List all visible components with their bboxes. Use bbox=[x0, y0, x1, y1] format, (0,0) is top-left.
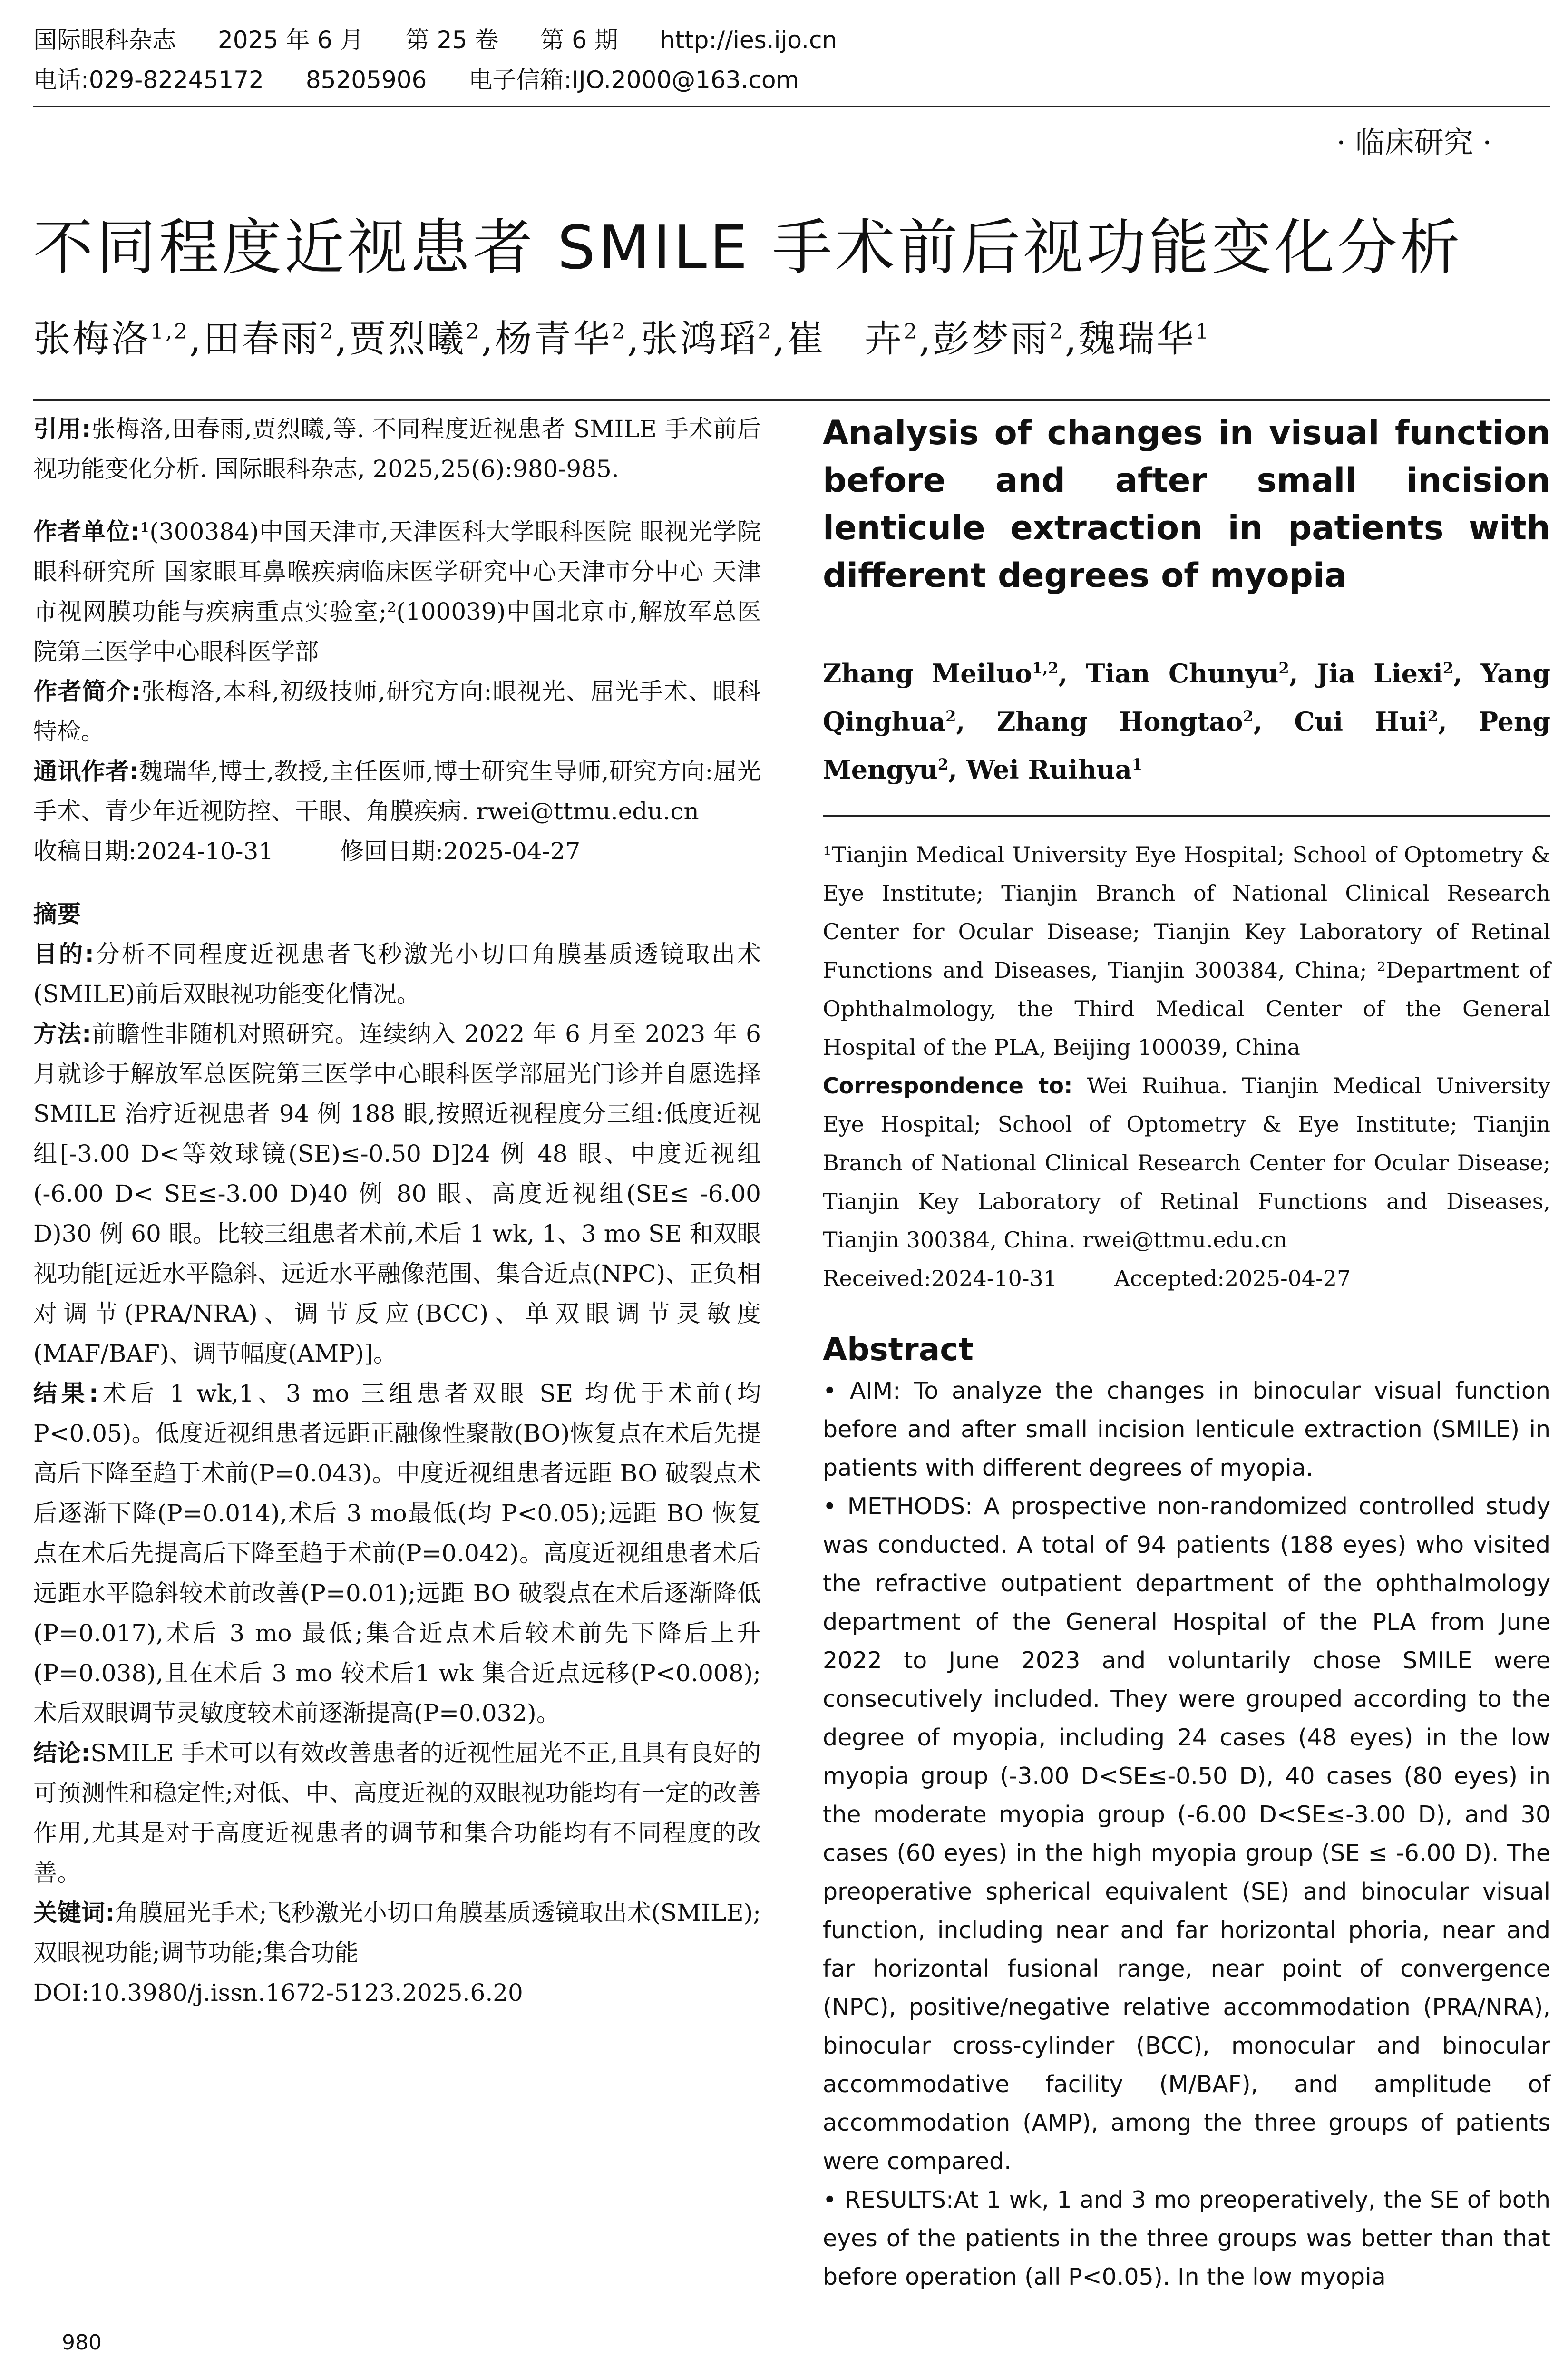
author-affil-mark: 2 bbox=[937, 755, 949, 773]
author-list: 张梅洛$^{1,2}$,田春雨$^2$,贾烈曦$^2$,杨青华$^2$,张鸿瑫$^2$,崔 卉$^2$,彭梦雨$^2$,魏瑞华$^1$ bbox=[33, 318, 1211, 360]
affiliation: 作者单位:¹(300384)中国天津市,天津医科大学眼科医院 眼视光学院 眼科研究所 国家眼耳鼻喉疾病临床医学研究中心天津市分中心 天津市视网膜功能与疾病重点实验室;²(100039)中国北京市,解放军总医院第三医学中心眼科医学部 bbox=[33, 518, 761, 665]
english-affiliation: ¹Tianjin Medical University Eye Hospital; School of Optometry & Eye Institute; Tianjin Branch of National Clinical Research Center for Ocular Disease; Tianjin Key Laboratory of Retinal Functions and Diseases, Tianjin 300384, China; ²Department of Ophthalmology, the Third Medical Center of the General Hospital of the PLA, Beijing 100039, China bbox=[823, 842, 1550, 1060]
author-affil-mark: 2 bbox=[612, 320, 627, 344]
header-rule bbox=[33, 106, 1550, 107]
abstract-heading: 摘要 bbox=[33, 900, 81, 928]
author-affil-mark: 2 bbox=[1243, 707, 1254, 725]
english-dates: Received:2024-10-31 Accepted:2025-04-27 bbox=[823, 1266, 1351, 1291]
corresponding-author: 通讯作者:魏瑞华,博士,教授,主任医师,博士研究生导师,研究方向:屈光手术、青少年近视防控、干眼、角膜疾病. rwei@ttmu.edu.cn bbox=[33, 758, 761, 825]
abstract-conclusion: 结论:SMILE 手术可以有效改善患者的近视性屈光不正,且具有良好的可预测性和稳定性;对低、中、高度近视的双眼视功能均有一定的改善作用,尤其是对于高度近视患者的调节和集合功能均有不同程度的改善。 bbox=[33, 1739, 761, 1887]
author-name: Cui Hui bbox=[1294, 706, 1428, 737]
author-name: Yang Qinghua bbox=[823, 658, 1550, 737]
section-label: · 临床研究 · bbox=[1336, 125, 1492, 160]
author-name: 魏瑞华 bbox=[1078, 318, 1196, 360]
author-affil-mark: 2 bbox=[1427, 707, 1438, 725]
journal-url[interactable]: http://ies.ijo.cn bbox=[660, 26, 838, 54]
abstract-methods-en: • METHODS: A prospective non-randomized controlled study was conducted. A total of 94 patients (188 eyes) who visited the refractive outpatient department of the ophthalmology department of the General Hospital of the PLA from June 2022 to June 2023 and voluntarily chose SMILE were consecutively included. They were grouped according to the degree of myopia, including 24 cases (48 eyes) in the low myopia group (-3.00 D<SE≤-0.50 D), 40 cases (80 eyes) in the moderate myopia group (-6.00 D<SE≤-3.00 D), and 30 cases (60 eyes) in the high myopia group (SE ≤ -6.00 D). The preoperative spherical equivalent (SE) and binocular visual function, including near and far horizontal phoria, near and far horizontal fusional range, near point of convergence (NPC), positive/negative relative accommodation (PRA/NRA), binocular cross-cylinder (BCC), monocular and binocular accommodative facility (M/BAF), and amplitude of accommodation (AMP), among the three groups of patients were compared. bbox=[823, 1493, 1551, 2175]
abstract-results-en: • RESULTS:At 1 wk, 1 and 3 mo preoperatively, the SE of both eyes of the patients in the three groups was better than that before operation (all P<0.05). In the low myopia bbox=[823, 2186, 1550, 2290]
left-column bbox=[33, 409, 761, 2013]
author-name: 张鸿瑫 bbox=[641, 318, 758, 360]
issue-date: 2025 年 6 月 bbox=[218, 26, 364, 54]
author-name: 田春雨 bbox=[203, 318, 320, 360]
citation: 引用:张梅洛,田春雨,贾烈曦,等. 不同程度近视患者 SMILE 手术前后视功能变化分析. 国际眼科杂志, 2025,25(6):980-985. bbox=[33, 415, 761, 483]
author-name: Wei Ruihua bbox=[966, 754, 1132, 785]
title-rule bbox=[33, 399, 1550, 401]
author-affil-mark: 1 bbox=[1195, 320, 1211, 344]
author-affil-mark: 2 bbox=[1278, 659, 1289, 677]
english-authors: Zhang Meiluo$^{1,2}$, Tian Chunyu$^2$, Jia Liexi$^2$, Yang Qinghua$^2$, Zhang Hongtao$^2$, Cui Hui$^2$, Peng Mengyu$^2$, Wei Ruihua$^1$ bbox=[823, 658, 1550, 785]
journal-name: 国际眼科杂志 bbox=[33, 26, 176, 54]
author-affil-mark: 2 bbox=[1442, 659, 1453, 677]
author-affil-mark: 2 bbox=[904, 320, 919, 344]
author-affil-mark: 1,2 bbox=[1032, 659, 1059, 677]
author-name: Peng Mengyu bbox=[823, 706, 1550, 785]
author-affil-mark: 2 bbox=[758, 320, 773, 344]
abstract-heading-en: Abstract bbox=[823, 1331, 974, 1368]
phone: 电话:029-82245172 bbox=[33, 66, 264, 94]
abstract-aim-en: • AIM: To analyze the changes in binocular visual function before and after small incision lenticule extraction (SMILE) in patients with different degrees of myopia. bbox=[823, 1377, 1550, 1481]
volume: 第 25 卷 bbox=[405, 26, 499, 54]
author-name: Zhang Hongtao bbox=[996, 706, 1243, 737]
number: 第 6 期 bbox=[540, 26, 618, 54]
author-name: Jia Liexi bbox=[1316, 658, 1443, 689]
author-affil-mark: 1 bbox=[1131, 755, 1143, 773]
email[interactable]: 电子信箱:IJO.2000@163.com bbox=[468, 66, 799, 94]
doi[interactable]: DOI:10.3980/j.issn.1672-5123.2025.6.20 bbox=[33, 1979, 523, 2007]
article-title: 不同程度近视患者 SMILE 手术前后视功能变化分析 bbox=[33, 213, 1463, 283]
fax: 85205906 bbox=[305, 66, 427, 94]
keywords: 关键词:角膜屈光手术;飞秒激光小切口角膜基质透镜取出术(SMILE);双眼视功能;调节功能;集合功能 bbox=[33, 1899, 761, 1967]
abstract-methods: 方法:前瞻性非随机对照研究。连续纳入 2022 年 6 月至 2023 年 6 月就诊于解放军总医院第三医学中心眼科医学部屈光门诊并自愿选择 SMILE 治疗近视患者 94 例 188 眼,按照近视程度分三组:低度近视组[-3.00 D<等效球镜(SE)≤-0.50 D]24 例 48 眼、中度近视组(-6.00 D< SE≤-3.00 D)40 例 80 眼、高度近视组(SE≤ -6.00 D)30 例 60 眼。比较三组患者术前,术后 1 wk, 1、3 mo SE 和双眼视功能[远近水平隐斜、远近水平融像范围、集合近点(NPC)、正负相对调节(PRA/NRA)、调节反应(BCC)、单双眼调节灵敏度(MAF/BAF)、调节幅度(AMP)]。 bbox=[33, 1020, 761, 1367]
author-bio: 作者简介:张梅洛,本科,初级技师,研究方向:眼视光、屈光手术、眼科特检。 bbox=[33, 678, 761, 745]
dates: 收稿日期:2024-10-31 修回日期:2025-04-27 bbox=[33, 838, 581, 865]
author-name: 贾烈曦 bbox=[349, 318, 466, 360]
author-name: 彭梦雨 bbox=[932, 318, 1050, 360]
author-affil-mark: 2 bbox=[945, 707, 956, 725]
author-name: Tian Chunyu bbox=[1086, 658, 1279, 689]
english-correspondence: Correspondence to: Wei Ruihua. Tianjin Medical University Eye Hospital; School of Optometry & Eye Institute; Tianjin Branch of National Clinical Research Center for Ocular Disease; Tianjin Key Laboratory of Retinal Functions and Diseases, Tianjin 300384, China. rwei@ttmu.edu.cn bbox=[823, 1073, 1550, 1253]
running-header bbox=[33, 20, 879, 100]
english-title: Analysis of changes in visual function before and after small incision lenticule extraction in patients with different degrees of myopia bbox=[823, 413, 1550, 595]
author-affil-mark: 2 bbox=[1049, 320, 1065, 344]
page-number: 980 bbox=[62, 2330, 102, 2355]
author-name: Zhang Meiluo bbox=[823, 658, 1032, 689]
author-affil-mark: 2 bbox=[320, 320, 335, 344]
author-name: 张梅洛 bbox=[33, 318, 151, 360]
abstract-results: 结果:术后 1 wk,1、3 mo 三组患者双眼 SE 均优于术前(均 P<0.05)。低度近视组患者远距正融像性聚散(BO)恢复点在术后先提高后下降至趋于术前(P=0.043)。中度近视组患者远距 BO 破裂点术后逐渐下降(P=0.014),术后 3 mo最低(均 P<0.05);远距 BO 恢复点在术后先提高后下降至趋于术前(P=0.042)。高度近视组患者术后远距水平隐斜较术前改善(P=0.01);远距 BO 破裂点在术后逐渐降低(P=0.017),术后 3 mo 最低;集合近点术后较术前先下降后上升(P=0.038),且在术后 3 mo 较术后1 wk 集合近点远移(P<0.008);术后双眼调节灵敏度较术前逐渐提高(P=0.032)。 bbox=[33, 1380, 761, 1727]
abstract-aim: 目的:分析不同程度近视患者飞秒激光小切口角膜基质透镜取出术(SMILE)前后双眼视功能变化情况。 bbox=[33, 940, 761, 1008]
author-rule bbox=[823, 815, 1550, 817]
right-column bbox=[823, 409, 1550, 2296]
author-affil-mark: 1,2 bbox=[150, 320, 189, 344]
author-affil-mark: 2 bbox=[466, 320, 481, 344]
author-name: 崔 卉 bbox=[787, 318, 904, 360]
author-name: 杨青华 bbox=[495, 318, 612, 360]
